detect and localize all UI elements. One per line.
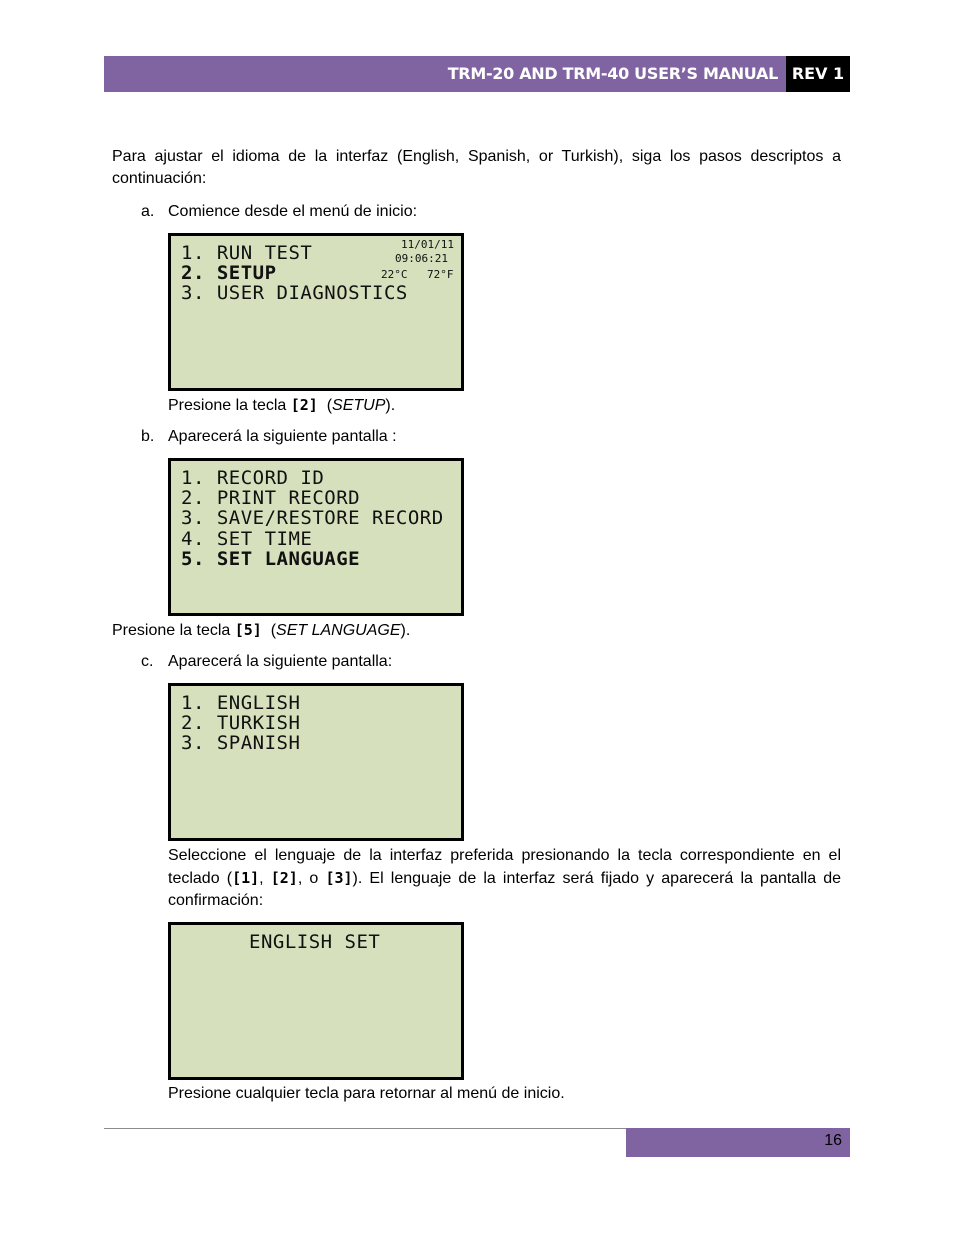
instruction-text: ( bbox=[317, 397, 333, 414]
key-label: [2] bbox=[270, 869, 298, 887]
step-c-letter: c. bbox=[141, 653, 154, 670]
lcd-line: ENGLISH SET bbox=[249, 931, 381, 953]
intro-paragraph: Para ajustar el idioma de la interfaz (English, Spanish, or Turkish), siga los pasos descriptos a continuación: bbox=[112, 148, 841, 187]
lcd-line: 1. RECORD ID bbox=[181, 467, 325, 489]
lcd-line: 2. TURKISH bbox=[181, 712, 301, 734]
lcd-line: 2. PRINT RECORD bbox=[181, 487, 361, 509]
instruction-text: Seleccione el lenguaje de la interfaz preferida presionando la tecla correspondiente en el teclado ( bbox=[168, 847, 841, 887]
header-bar bbox=[104, 56, 786, 92]
lcd-date: 11/01/11 bbox=[401, 238, 454, 251]
instruction-text: ). bbox=[400, 622, 411, 639]
step-a-text: Comience desde el menú de inicio: bbox=[168, 203, 418, 220]
lcd-screen-setup-menu bbox=[168, 458, 464, 616]
key-label: [3] bbox=[325, 869, 353, 887]
footer-bar bbox=[626, 1128, 850, 1157]
step-a-letter: a. bbox=[141, 203, 155, 220]
step-b-letter: b. bbox=[141, 428, 155, 445]
step-b-instruction bbox=[112, 619, 410, 642]
step-a-instruction bbox=[168, 394, 395, 417]
lcd-temp-c: 22°C bbox=[381, 268, 408, 281]
lcd-screen-main-menu bbox=[168, 233, 464, 391]
instruction-text: , bbox=[259, 870, 271, 887]
step-b-text: Aparecerá la siguiente pantalla : bbox=[168, 428, 397, 445]
instruction-text: ). bbox=[385, 397, 396, 414]
instruction-text: , o bbox=[297, 870, 326, 887]
instruction-text: Presione la tecla bbox=[168, 397, 291, 414]
revision-badge: REV 1 bbox=[786, 56, 850, 92]
lcd-time: 09:06:21 bbox=[395, 252, 448, 265]
step-c-instruction bbox=[168, 845, 841, 912]
page-number: 16 bbox=[824, 1132, 842, 1149]
key-label: [2] bbox=[290, 396, 318, 414]
menu-option-name: SET LANGUAGE bbox=[276, 622, 401, 639]
lcd-line: 4. SET TIME bbox=[181, 528, 313, 550]
instruction-text: Presione la tecla bbox=[112, 622, 235, 639]
lcd-line: 1. ENGLISH bbox=[181, 692, 301, 714]
key-label: [5] bbox=[234, 621, 262, 639]
lcd-temp-f: 72°F bbox=[427, 268, 454, 281]
lcd-line: 3. SPANISH bbox=[181, 732, 301, 754]
lcd-screen-language-menu bbox=[168, 683, 464, 841]
key-label: [1] bbox=[232, 869, 260, 887]
lcd-line-selected: 5. SET LANGUAGE bbox=[181, 548, 361, 570]
menu-option-name: SETUP bbox=[332, 397, 386, 414]
lcd-line-selected: 2. SETUP bbox=[181, 262, 277, 284]
lcd-line: 1. RUN TEST bbox=[181, 242, 313, 264]
confirm-text: Presione cualquier tecla para retornar al menú de inicio. bbox=[168, 1085, 565, 1102]
instruction-text: ). El lenguaje de la interfaz será fijado y aparecerá la pantalla de confirmación: bbox=[168, 870, 842, 909]
instruction-text: ( bbox=[261, 622, 277, 639]
lcd-screen-confirmation bbox=[168, 922, 464, 1080]
lcd-line: 3. SAVE/RESTORE RECORD bbox=[181, 507, 444, 529]
manual-title: TRM-20 AND TRM-40 USER’S MANUAL bbox=[447, 64, 778, 83]
step-c-text: Aparecerá la siguiente pantalla: bbox=[168, 653, 393, 670]
lcd-line: 3. USER DIAGNOSTICS bbox=[181, 282, 408, 304]
